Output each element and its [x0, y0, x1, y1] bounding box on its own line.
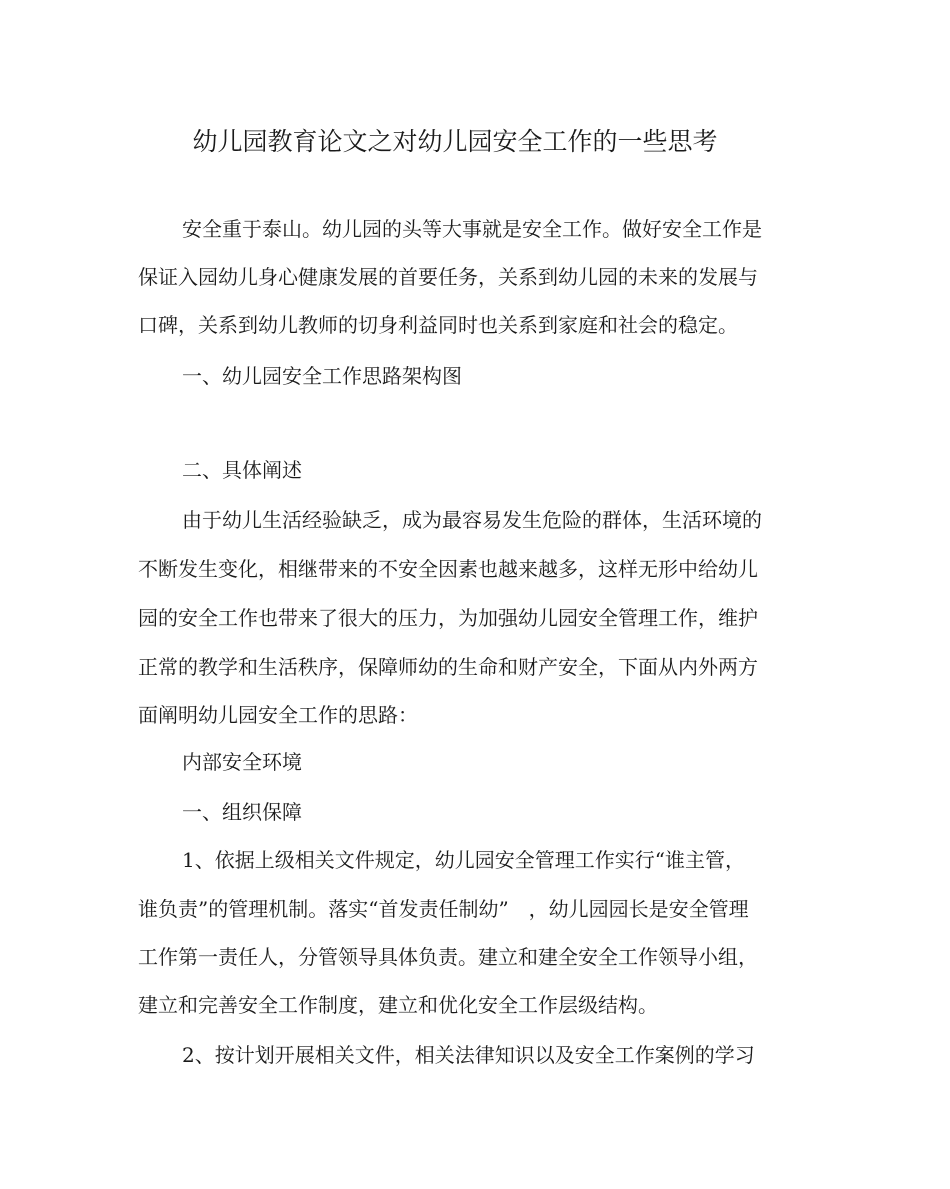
paragraph-line: 2、按计划开展相关文件，相关法律知识以及安全工作案例的学习 — [182, 1043, 755, 1067]
paragraph-line: 由于幼儿生活经验缺乏，成为最容易发生危险的群体，生活环境的 — [182, 508, 762, 532]
paragraph-line: 正常的教学和生活秩序，保障师幼的生命和财产安全，下面从内外两方 — [138, 655, 758, 679]
subsection-heading: 一、组织保障 — [182, 800, 302, 824]
paragraph-line: 工作第一责任人，分管领导具体负责。建立和建全安全工作领导小组， — [138, 945, 758, 969]
section-heading: 一、幼儿园安全工作思路架构图 — [182, 364, 462, 388]
section-heading: 二、具体阐述 — [182, 458, 302, 482]
paragraph-line: 不断发生变化，相继带来的不安全因素也越来越多，这样无形中给幼儿 — [138, 557, 758, 581]
paragraph-line: 口碑，关系到幼儿教师的切身利益同时也关系到家庭和社会的稳定。 — [138, 313, 738, 337]
paragraph-line: 面阐明幼儿园安全工作的思路： — [138, 703, 418, 727]
paragraph-line: 谁负责”的管理机制。落实“首发责任制幼” ，幼儿园园长是安全管理 — [138, 897, 749, 921]
subsection-heading: 内部安全环境 — [182, 750, 302, 774]
paragraph-line: 保证入园幼儿身心健康发展的首要任务，关系到幼儿园的未来的发展与 — [138, 265, 758, 289]
document-title: 幼儿园教育论文之对幼儿园安全工作的一些思考 — [192, 127, 718, 156]
paragraph-line: 建立和完善安全工作制度，建立和优化安全工作层级结构。 — [138, 993, 658, 1017]
paragraph-line: 1、依据上级相关文件规定，幼儿园安全管理工作实行“谁主管， — [182, 848, 745, 872]
paragraph-line: 园的安全工作也带来了很大的压力，为加强幼儿园安全管理工作，维护 — [138, 606, 758, 630]
paragraph-line: 安全重于泰山。幼儿园的头等大事就是安全工作。做好安全工作是 — [182, 217, 762, 241]
